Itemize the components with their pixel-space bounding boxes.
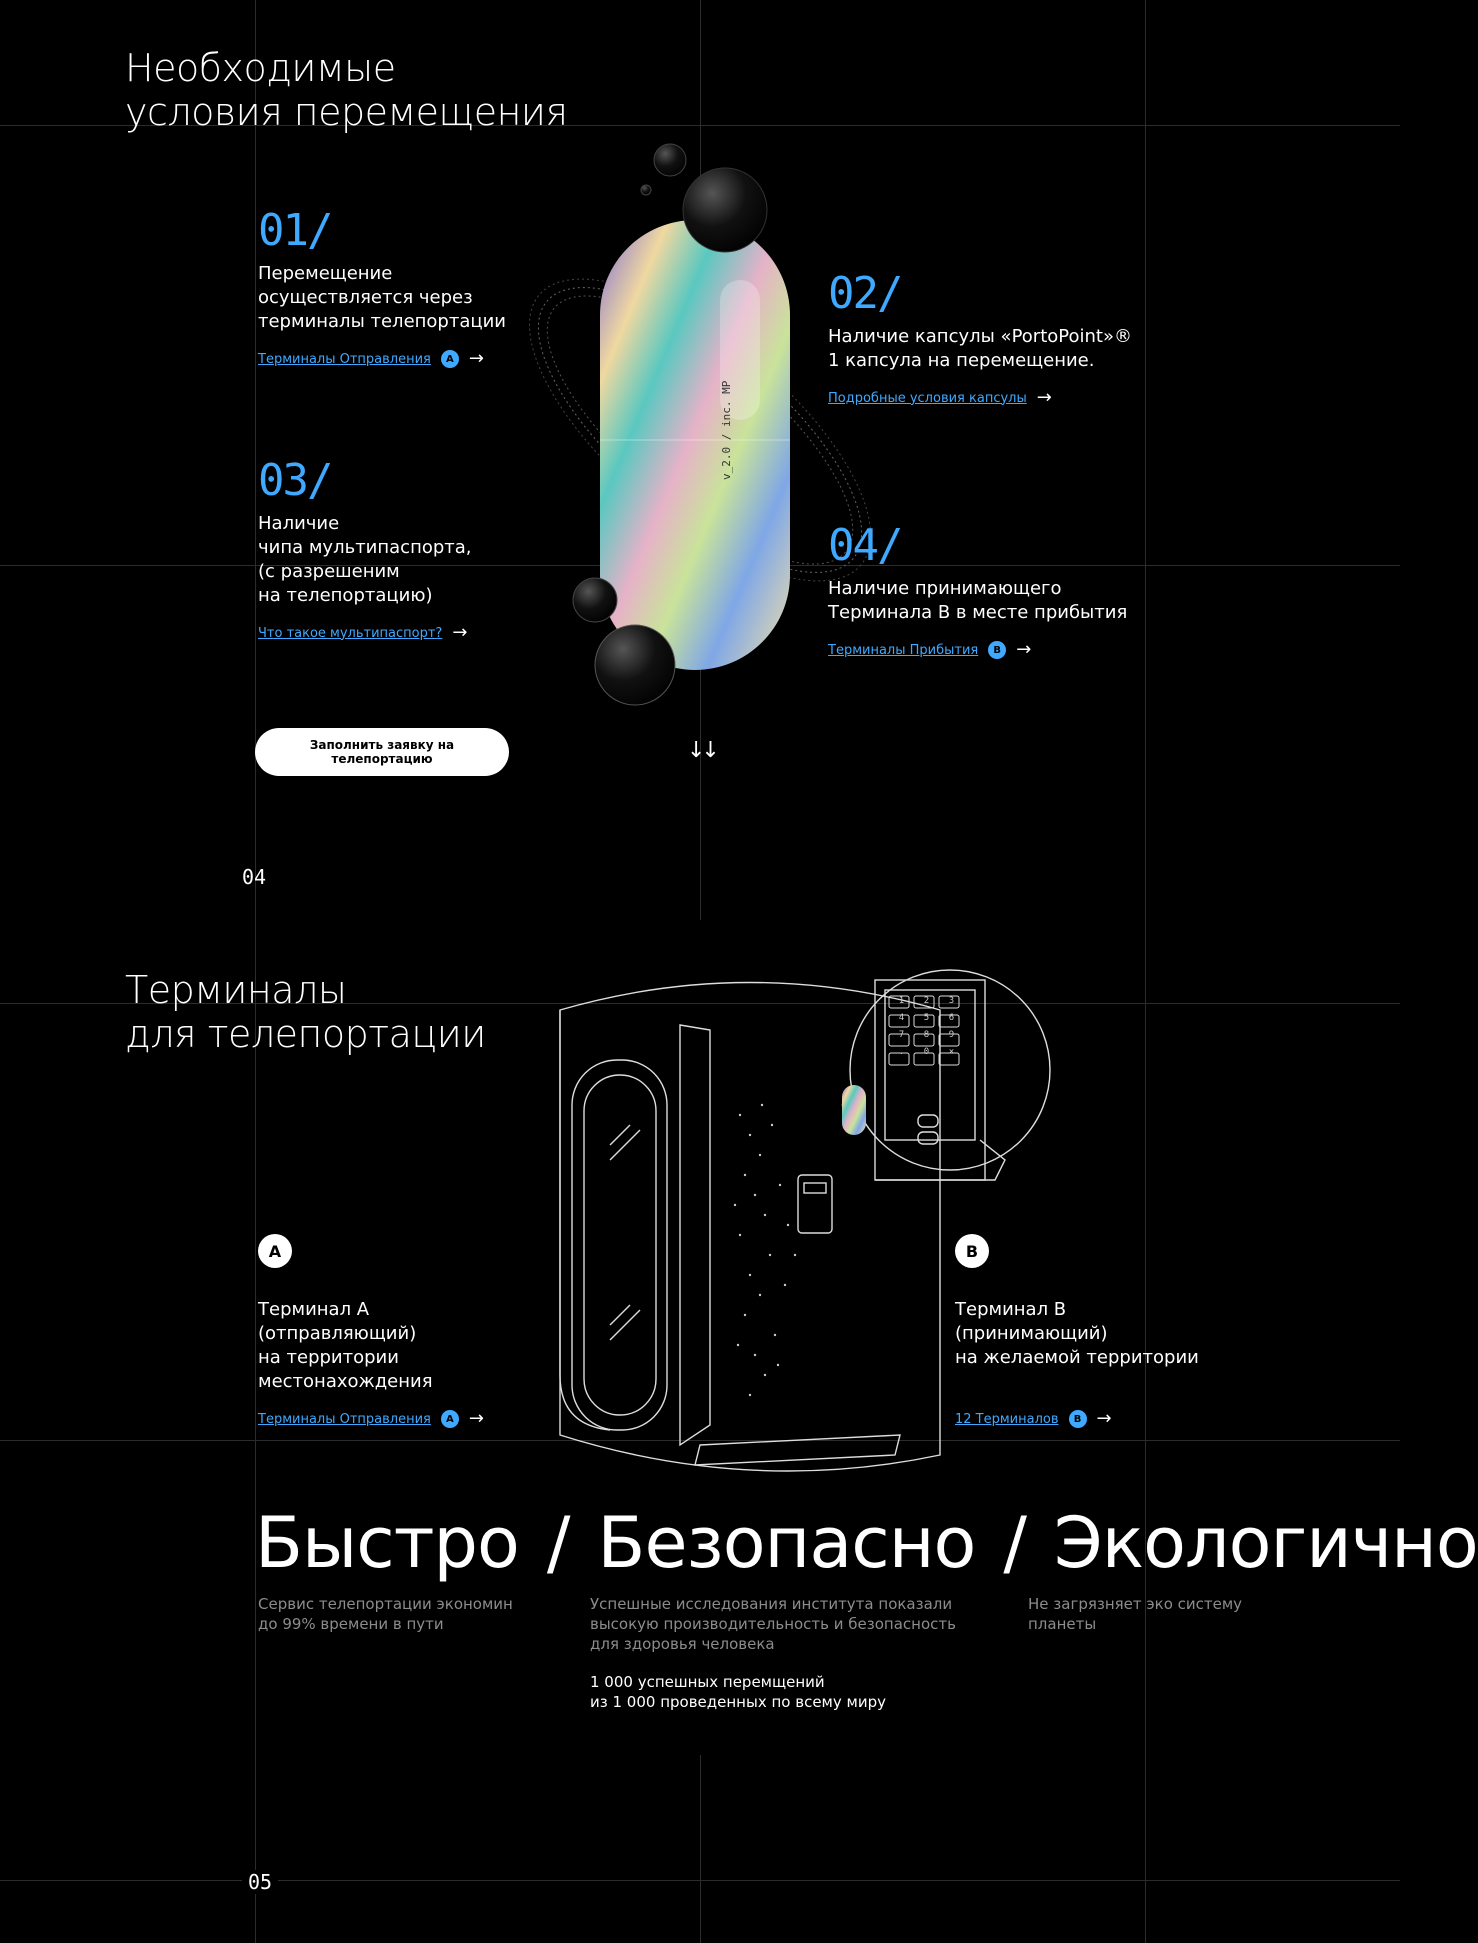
terminal-a-text: Терминал A (отправляющий) на территории местонахождения: [258, 1299, 433, 1392]
badge-b: B: [1069, 1410, 1087, 1428]
terminals-count-link[interactable]: 12 Терминалов: [955, 1411, 1059, 1427]
benefit-eco-desc: Не загрязняет эко систему планеты: [1028, 1595, 1243, 1633]
key-4: 4: [898, 1013, 905, 1023]
key-6: 6: [948, 1013, 955, 1023]
terminal-b-text: Терминал B (принимающий) на желаемой территории: [955, 1299, 1199, 1368]
key-5: 5: [923, 1013, 930, 1023]
terminal-b: [955, 1234, 1199, 1428]
step-text: Перемещение осуществляется через терминалы телепортации: [258, 263, 507, 332]
headline-separator: /: [1003, 1502, 1026, 1584]
arrival-terminals-link[interactable]: Терминалы Прибытия: [828, 642, 979, 658]
step-03: [258, 455, 472, 642]
terminal-a: [258, 1234, 484, 1428]
scroll-down-icon[interactable]: ↓↓: [687, 738, 716, 763]
terminal-a-link-row: [258, 1410, 484, 1428]
key-1: 1: [898, 996, 905, 1006]
apply-button[interactable]: Заполнить заявку на телепортацию: [255, 728, 509, 776]
step-link-row: [828, 641, 1127, 659]
badge-b: B: [988, 641, 1006, 659]
step-link-row: [258, 624, 472, 642]
step-text: Наличие чипа мультипаспорта, (с разрешеним на телепортацию): [258, 513, 472, 606]
grid-line: [0, 1880, 1400, 1881]
headline-fast: Быстро: [255, 1502, 519, 1584]
key-2: 2: [923, 996, 930, 1006]
page-number: 05: [242, 1870, 278, 1894]
arrow-right-icon[interactable]: →: [452, 622, 468, 643]
keypad-labels: [889, 996, 964, 1057]
step-number: 04/: [828, 520, 902, 571]
arrow-right-icon[interactable]: →: [1096, 1408, 1112, 1429]
arrow-right-icon[interactable]: →: [1036, 387, 1052, 408]
key-7: 7: [898, 1030, 905, 1040]
step-text: Наличие капсулы «PortoPoint»® 1 капсула на перемещение.: [828, 326, 1132, 371]
capsule-terms-link[interactable]: Подробные условия капсулы: [828, 390, 1027, 406]
step-link-row: [828, 389, 1132, 407]
headline-eco: Экологично: [1053, 1502, 1478, 1584]
benefit-fast-desc: Сервис телепортации экономин до 99% времени в пути: [258, 1595, 513, 1633]
particles: [734, 1104, 796, 1396]
departure-terminals-link[interactable]: Терминалы Отправления: [258, 1411, 431, 1427]
grid-line: [700, 1755, 701, 1943]
arrow-right-icon[interactable]: →: [1016, 639, 1032, 660]
step-04: [828, 520, 1127, 659]
key-8: 8: [923, 1030, 930, 1040]
key-0: 0: [923, 1047, 930, 1057]
benefit-safe-desc: Успешные исследования института показали высокую производительность и безопасность для здоровья человека: [590, 1595, 956, 1653]
benefits-headline: [255, 1502, 1478, 1584]
step-01: [258, 205, 506, 368]
arrow-right-icon[interactable]: →: [468, 348, 484, 369]
grid-line: [1145, 0, 1146, 1943]
step-text: Наличие принимающего Терминала B в месте прибытия: [828, 578, 1128, 623]
step-number: 01/: [258, 205, 332, 256]
key-9: 9: [948, 1030, 955, 1040]
terminal-b-link-row: [955, 1410, 1199, 1428]
step-number: 02/: [828, 268, 902, 319]
terminal-b-letter: B: [955, 1234, 989, 1268]
key-dot: .: [898, 1047, 905, 1057]
multipassport-link[interactable]: Что такое мультипаспорт?: [258, 625, 443, 641]
capsule-label: v_2.0 / inc. MP: [720, 380, 733, 480]
section-title: Терминалы для телепортации: [125, 968, 486, 1056]
step-02: [828, 268, 1132, 407]
step-number: 03/: [258, 455, 332, 506]
terminal-a-letter: A: [258, 1234, 292, 1268]
key-3: 3: [948, 996, 955, 1006]
departure-terminals-link[interactable]: Терминалы Отправления: [258, 351, 431, 367]
headline-separator: /: [546, 1502, 570, 1584]
section-title: Необходимые условия перемещения: [125, 46, 568, 134]
badge-a: A: [441, 350, 459, 368]
step-link-row: [258, 350, 506, 368]
benefit-safe-stat: 1 000 успешных перемщений из 1 000 проведенных по всему миру: [590, 1673, 886, 1711]
headline-safe: Безопасно: [597, 1502, 976, 1584]
key-clear: ×: [948, 1047, 955, 1057]
arrow-right-icon[interactable]: →: [468, 1408, 484, 1429]
badge-a: A: [441, 1410, 459, 1428]
page-number: 04: [242, 865, 267, 889]
